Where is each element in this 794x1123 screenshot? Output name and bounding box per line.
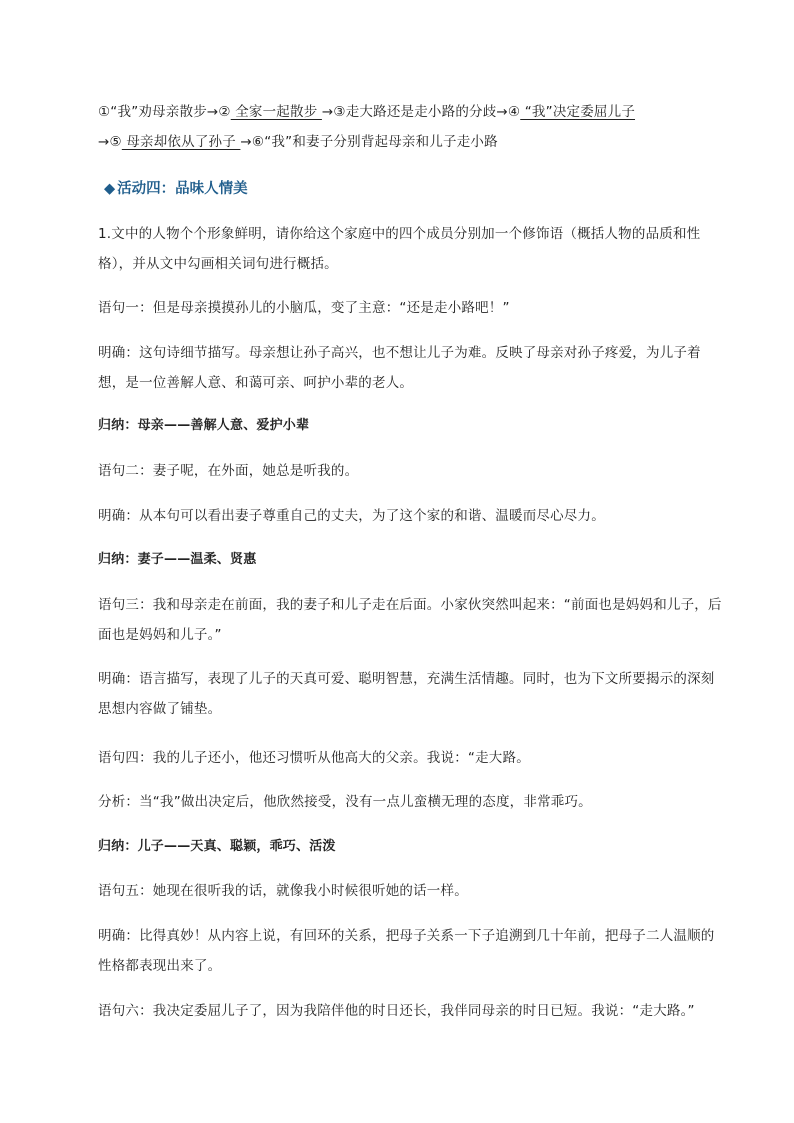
diamond-icon: ◆	[104, 181, 116, 197]
summary-mother: 归纳：母亲——善解人意、爱护小辈	[98, 418, 310, 433]
sentence-4: 语句四：我的儿子还小，他还习惯听从他高大的父亲。我说：“走大路。	[98, 750, 530, 766]
sentence-2: 语句二：妻子呢，在外面，她总是听我的。	[98, 463, 359, 479]
summary-wife: 归纳：妻子——温柔、贤惠	[98, 552, 257, 567]
plot-flow-summary	[98, 97, 724, 157]
flow-text-1: ①“我”劝母亲散步→②	[98, 104, 231, 120]
sentence-3: 语句三：我和母亲走在前面，我的妻子和儿子走在后面。小家伙突然叫起来：“前面也是妈妈和儿子，后面也是妈妈和儿子。”	[98, 597, 722, 643]
flow-blank-3: 母亲却依从了孙子	[121, 134, 241, 150]
clarification-5: 明确：比得真妙！从内容上说，有回环的关系，把母子关系一下子追溯到几十年前，把母子二人温顺的性格都表现出来了。	[98, 928, 715, 974]
flow-text-4: →⑥“我”和妻子分别背起母亲和儿子走小路	[240, 134, 498, 150]
section-heading	[104, 177, 248, 198]
clarification-1: 明确：这句诗细节描写。母亲想让孙子高兴，也不想让儿子为难。反映了母亲对孙子疼爱，为儿子着想，是一位善解人意、和蔼可亲、呵护小辈的老人。	[98, 345, 701, 391]
flow-blank-2: “我”决定委屈儿子	[520, 104, 636, 120]
question-1: 1.文中的人物个个形象鲜明，请你给这个家庭中的四个成员分别加一个修饰语（概括人物的品质和性格），并从文中勾画相关词句进行概括。	[98, 226, 701, 272]
analysis-4: 分析：当“我”做出决定后，他欣然接受，没有一点儿蛮横无理的态度，非常乖巧。	[98, 794, 592, 810]
flow-blank-1: 全家一起散步	[230, 104, 322, 120]
section-heading-text: 活动四：品味人情美	[117, 181, 248, 197]
clarification-2: 明确：从本句可以看出妻子尊重自己的丈夫，为了这个家的和谐、温暖而尽心尽力。	[98, 508, 605, 524]
sentence-1: 语句一：但是母亲摸摸孙儿的小脑瓜，变了主意：“还是走小路吧！”	[98, 300, 510, 316]
flow-text-3: →⑤	[98, 134, 122, 150]
sentence-5: 语句五：她现在很听我的话，就像我小时候很听她的话一样。	[98, 883, 468, 899]
clarification-3: 明确：语言描写，表现了儿子的天真可爱、聪明智慧，充满生活情趣。同时，也为下文所要揭示的深刻思想内容做了铺垫。	[98, 671, 715, 717]
flow-text-2: →③走大路还是走小路的分歧→④	[321, 104, 521, 120]
sentence-6: 语句六：我决定委屈儿子了，因为我陪伴他的时日还长，我伴同母亲的时日已短。我说：“走大路。”	[98, 1003, 695, 1019]
summary-son: 归纳：儿子——天真、聪颖，乖巧、活泼	[98, 839, 336, 854]
